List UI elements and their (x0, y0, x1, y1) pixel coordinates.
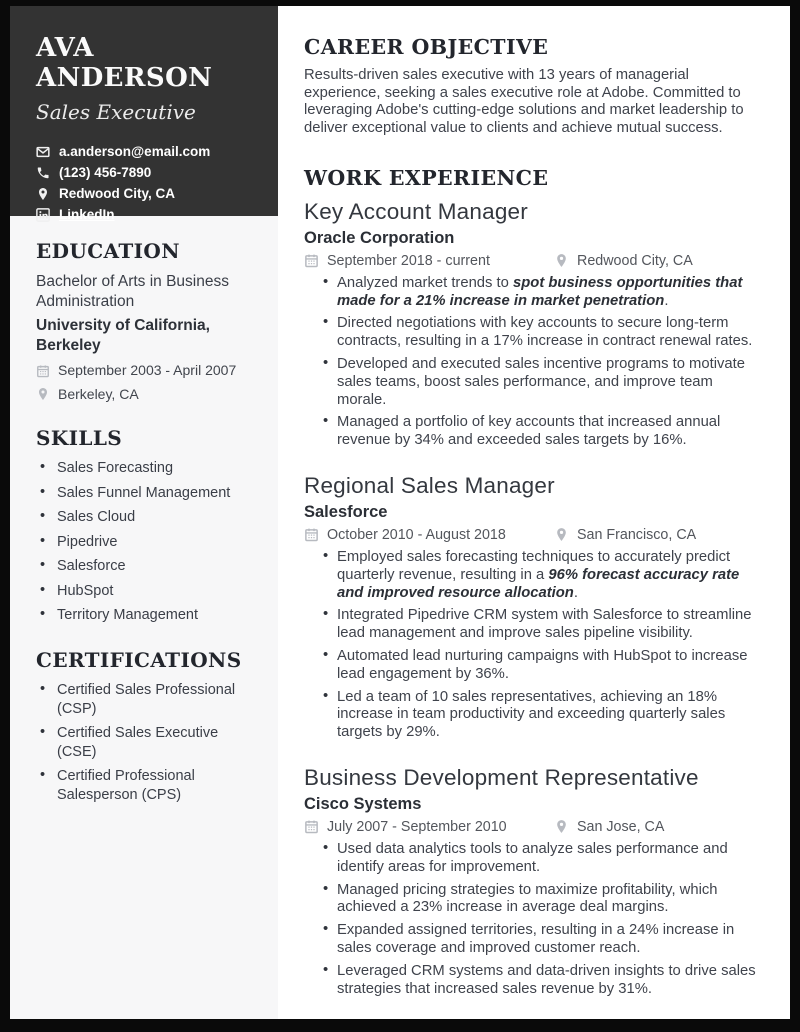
job-bullet: • Managed a portfolio of key accounts that increased annual revenue by 34% and exceeded sales targets by 16%. (323, 414, 760, 450)
job-bullet: • Analyzed market trends to spot business opportunities that made for a 21% increase in market penetration. (323, 275, 760, 311)
skill-item: • Sales Forecasting (40, 459, 258, 478)
education-location: Berkeley, CA (58, 385, 139, 402)
education-heading: EDUCATION (36, 239, 180, 263)
main-column (278, 6, 790, 1019)
contact-list (36, 144, 260, 222)
job-dates: October 2010 - August 2018 (327, 526, 506, 543)
job-bullet-list (304, 549, 760, 742)
job-dates-group (304, 819, 554, 835)
job-location-group (554, 527, 696, 543)
job-entry (304, 199, 760, 450)
location-icon (36, 187, 50, 201)
certification-item: • Certified Sales Professional (CSP) (40, 681, 258, 718)
job-dates-group (304, 527, 554, 543)
job-bullet: • Automated lead nurturing campaigns with HubSpot to increase lead engagement by 36%. (323, 648, 760, 684)
job-bullet: • Used data analytics tools to analyze sales performance and identify areas for improvement. (323, 841, 760, 877)
certification-item: • Certified Sales Executive (CSE) (40, 724, 258, 761)
work-experience-heading: WORK EXPERIENCE (304, 165, 549, 190)
contact-phone-label: (123) 456-7890 (59, 165, 152, 180)
education-location-row (36, 386, 258, 404)
education-dates-row (36, 362, 258, 380)
sidebar (10, 6, 278, 1019)
contact-email-label: a.anderson@email.com (59, 144, 211, 159)
skill-item: • Pipedrive (40, 533, 258, 552)
job-bullet: • Directed negotiations with key accounts to secure long-term contracts, resulting in a 17% increase in contract renewal rates. (323, 315, 760, 351)
linkedin-link[interactable]: LinkedIn (59, 207, 115, 222)
contact-linkedin[interactable] (36, 207, 260, 222)
job-bullet-list (304, 841, 760, 998)
job-meta-row (304, 819, 760, 835)
job-meta-row (304, 253, 760, 269)
job-location: San Jose, CA (577, 818, 665, 835)
person-job-title: Sales Executive (36, 100, 196, 124)
job-bullet: • Leveraged CRM systems and data-driven insights to drive sales strategies that increased sales revenue by 31%. (323, 963, 760, 999)
skills-list (36, 459, 258, 625)
certifications-list (36, 681, 258, 804)
job-title: Key Account Manager (304, 198, 528, 224)
education-degree: Bachelor of Arts in Business Administration (36, 273, 229, 311)
contact-email (36, 144, 260, 159)
education-dates: September 2003 - April 2007 (58, 362, 237, 379)
location-pin-icon (554, 527, 569, 542)
job-bullet-list (304, 275, 760, 450)
skill-item: • Territory Management (40, 606, 258, 625)
job-entry (304, 765, 760, 998)
job-bullet: • Integrated Pipedrive CRM system with Salesforce to streamline lead management and improve sales pipeline visibility. (323, 607, 760, 643)
job-title: Regional Sales Manager (304, 472, 555, 498)
calendar-icon (304, 819, 319, 834)
sidebar-content (10, 239, 278, 804)
location-pin-icon (36, 387, 50, 401)
job-dates-group (304, 253, 554, 269)
job-dates: September 2018 - current (327, 252, 490, 269)
email-icon (36, 145, 50, 159)
job-bullet: • Managed pricing strategies to maximize profitability, which achieved a 23% increase in average deal margins. (323, 882, 760, 918)
contact-phone (36, 165, 260, 180)
skill-item: • Sales Funnel Management (40, 484, 258, 503)
skill-item: • Salesforce (40, 557, 258, 576)
job-title: Business Development Representative (304, 764, 699, 790)
contact-location-label: Redwood City, CA (59, 186, 175, 201)
skill-item: • HubSpot (40, 582, 258, 601)
education-school: University of California, Berkeley (36, 316, 210, 355)
certifications-heading: CERTIFICATIONS (36, 648, 242, 673)
job-entry (304, 473, 760, 742)
resume-page (10, 6, 790, 1019)
job-bullet: • Developed and executed sales incentive programs to motivate sales teams, boost sales performance, and improve team morale. (323, 356, 760, 409)
job-location: San Francisco, CA (577, 526, 697, 543)
job-location-group (554, 819, 664, 835)
job-bullet: • Employed sales forecasting techniques to accurately predict quarterly revenue, resulting in a 96% forecast accuracy rate and improved resource allocation. (323, 549, 760, 602)
phone-icon (36, 166, 50, 180)
calendar-icon (304, 527, 319, 542)
job-dates: July 2007 - September 2010 (327, 818, 507, 835)
calendar-icon (304, 253, 319, 268)
job-bullet: • Led a team of 10 sales representatives, achieving an 18% increase in team productivity and exceeding quarterly sales targets by 29%. (323, 689, 760, 742)
job-location: Redwood City, CA (577, 252, 693, 269)
job-company: Oracle Corporation (304, 228, 455, 247)
skill-item: • Sales Cloud (40, 508, 258, 527)
career-objective-text: Results-driven sales executive with 13 years of managerial experience, seeking a sales executive role at Adobe. Committed to leveraging Adobe's cutting-edge solutions and market leadership to deliver exceptional value to clients and achieve mutual success. (304, 67, 744, 137)
job-company: Salesforce (304, 502, 388, 521)
contact-location (36, 186, 260, 201)
location-pin-icon (554, 819, 569, 834)
job-meta-row (304, 527, 760, 543)
job-location-group (554, 253, 693, 269)
linkedin-icon (36, 208, 50, 222)
skills-heading: SKILLS (36, 426, 123, 451)
header-block (10, 6, 278, 222)
job-company: Cisco Systems (304, 794, 422, 813)
certification-item: • Certified Professional Salesperson (CPS) (40, 767, 258, 804)
person-name: AVA ANDERSON (36, 33, 213, 93)
career-objective-heading: CAREER OBJECTIVE (304, 35, 549, 59)
job-bullet: • Expanded assigned territories, resulting in a 24% increase in sales coverage and improved customer reach. (323, 922, 760, 958)
calendar-icon (36, 364, 50, 378)
location-pin-icon (554, 253, 569, 268)
